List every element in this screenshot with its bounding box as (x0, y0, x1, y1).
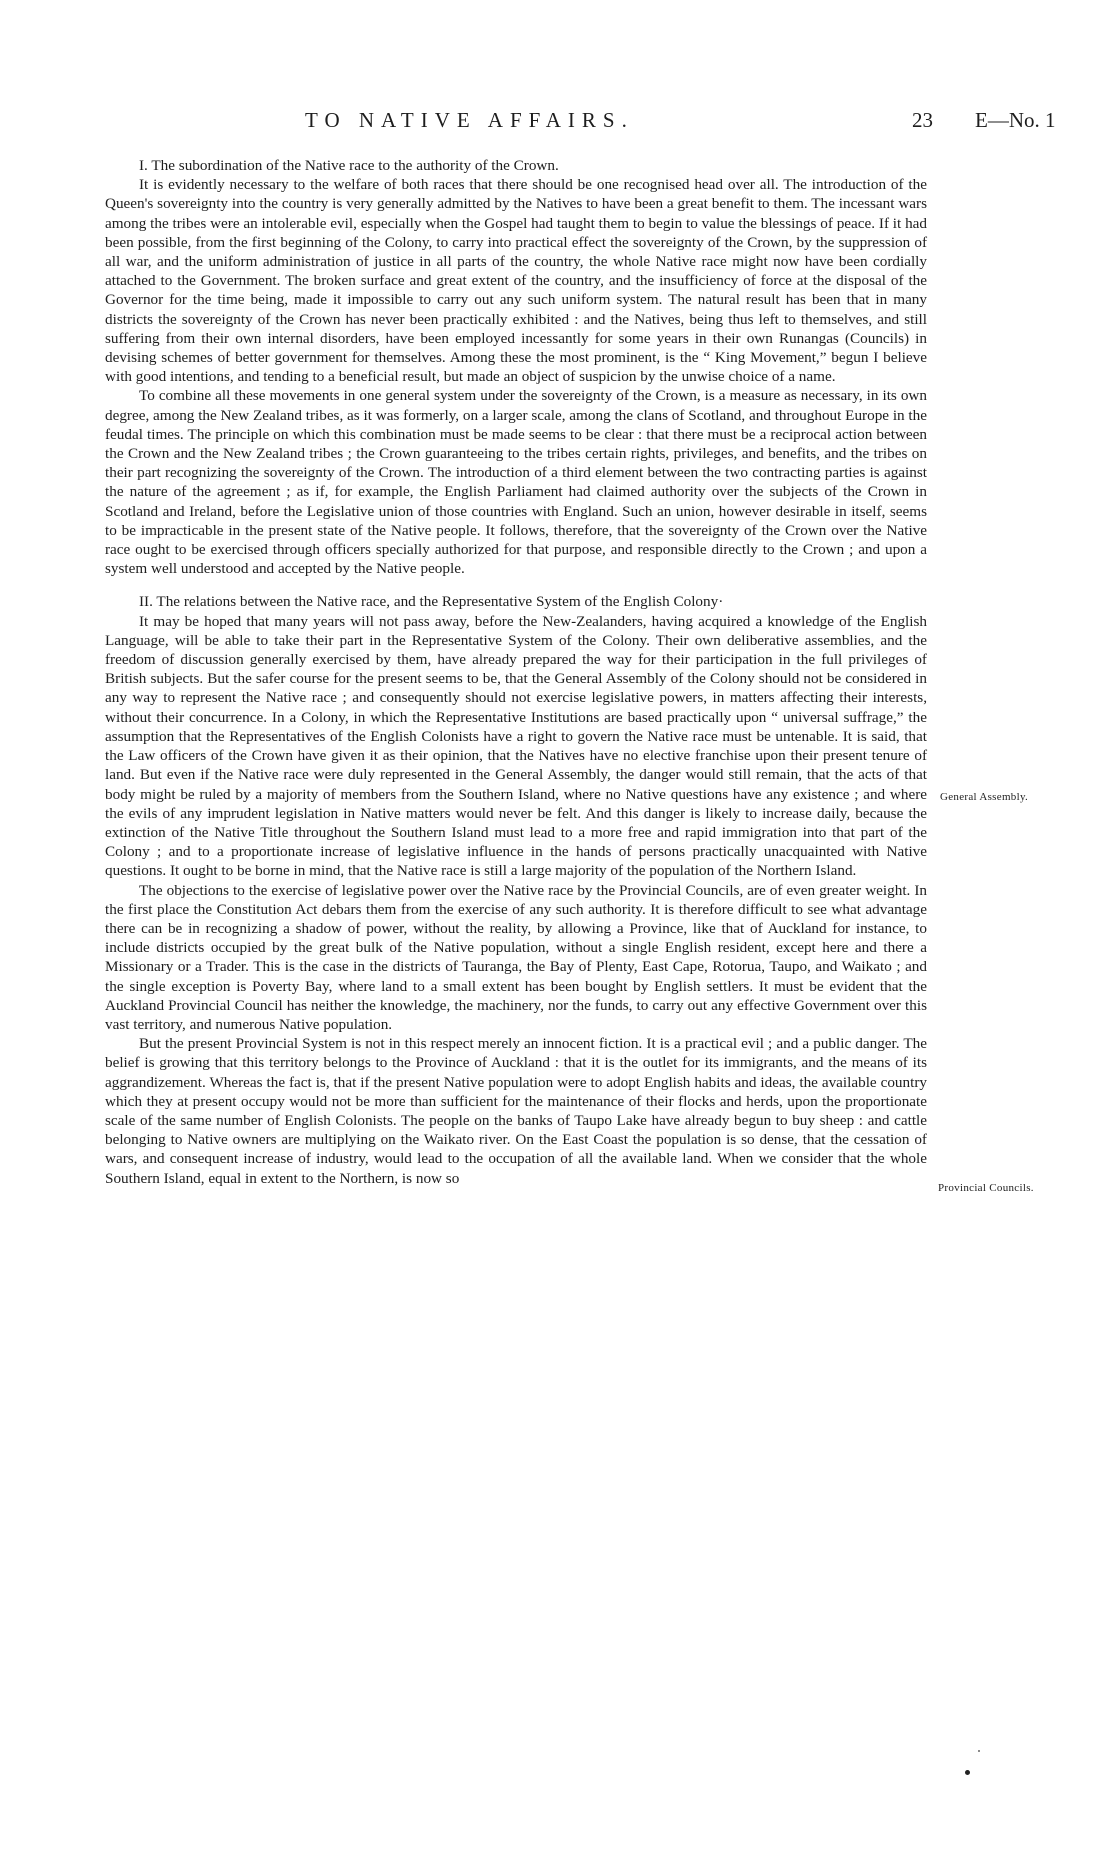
paragraph: The objections to the exercise of legislative power over the Native race by the Provincial Councils, are of even greater weight. In the first place the Constitution Act debars them from the exercise of any such authority. It is therefore difficult to see what advantage there can be in recognizing a shadow of power, without the reality, by allowing a Province, like that of Auckland for instance, to include districts occupied by the great bulk of the Native population, without a single English resident, except here and there a Missionary or a Trader. This is the case in the districts of Tauranga, the Bay of Plenty, East Cape, Rotorua, Taupo, and Waikato ; and the single exception is Poverty Bay, where land to a small extent has been bought by English settlers. It must be evident that the Auckland Provincial Council has neither the knowledge, the machinery, nor the funds, to carry out any effective Government over this vast territory, and numerous Native population. (105, 881, 927, 1033)
body-text (105, 156, 927, 1188)
page-header (0, 108, 1114, 136)
margin-note-general-assembly: General Assembly. (940, 791, 1029, 803)
paragraph: But the present Provincial System is not in this respect merely an innocent fiction. It is a practical evil ; and a public danger. The belief is growing that this territory belongs to the Province of Auckland : that it is the outlet for its immigrants, and the means of its aggrandizement. Whereas the fact is, that if the present Native population were to adopt English habits and ideas, the available country which they at present occupy would not be more than sufficient for the maintenance of their flocks and herds, upon the proportionate scale of the same number of English Colonists. The people on the banks of Taupo Lake have already begun to buy sheep : and cattle belonging to Native owners are multiplying on the Waikato river. On the East Coast the population is so dense, that the cessation of wars, and consequent increase of industry, would lead to the occupation of all the available land. When we consider that the whole Southern Island, equal in extent to the Northern, is now so (105, 1035, 927, 1187)
margin-note-provincial-councils: Provincial Councils. (938, 1182, 1034, 1194)
page-number: 23 (912, 108, 933, 132)
running-title: TO NATIVE AFFAIRS. (305, 108, 634, 132)
document-reference: E—No. 1 (975, 108, 1056, 132)
section-gap (105, 578, 927, 592)
section-heading: I. The subordination of the Native race to the authority of the Crown. (139, 157, 559, 174)
paragraph: To combine all these movements in one general system under the sovereignty of the Crown, is a measure as necessary, in its own degree, among the New Zealand tribes, as it was formerly, on a larger scale, among the clans of Scotland, and throughout Europe in the feudal times. The principle on which this combination must be made seems to be clear : that there must be a reciprocal action between the Crown and the New Zealand tribes ; the Crown guaranteeing to the tribes certain rights, privileges, and benefits, and the tribes on their part recognizing the sovereignty of the Crown. The introduction of a third element between the two contracting parties is against the nature of the agreement ; as if, for example, the English Parliament had claimed authority over the subjects of the Crown in Scotland and Ireland, before the Legislative union of those countries with England. Such an union, however desirable in itself, seems to be impracticable in the present state of the Native people. It follows, therefore, that the sovereignty of the Crown over the Native race ought to be exercised through officers specially authorized for that purpose, and responsible directly to the Crown ; and upon a system well understood and accepted by the Native people. (105, 387, 927, 578)
paragraph: It may be hoped that many years will not pass away, before the New-Zealanders, having acquired a knowledge of the English Language, will be able to take their part in the Representative System of the Colony. Their own deliberative assemblies, and the freedom of discussion generally exercised by them, have already prepared the way for their participation in the full privileges of British subjects. But the safer course for the present seems to be, that the General Assembly of the Colony should not be considered in any way to represent the Native race ; and consequently should not exercise legislative powers, in matters affecting their interests, without their concurrence. In a Colony, in which the Representative Institutions are based practically upon “ universal suffrage,” the assumption that the Representatives of the English Colonists have a right to govern the Native race must be untenable. It is said, that the Law officers of the Crown have given it as their opinion, that the Natives have no elective franchise upon their present tenure of land. But even if the Native race were duly represented in the General Assembly, the danger would still remain, that the acts of that body might be ruled by a majority of members from the Southern Island, where no Native questions have any existence ; and where the evils of any imprudent legislation in Native matters would never be felt. And this danger is likely to increase daily, because the extinction of the Native Title throughout the Southern Island must lead to a more free and rapid immigration into that part of the Colony ; and to a proportionate increase of legislative influence in the hands of persons practically unacquainted with Native questions. It ought to be borne in mind, that the Native race is still a large majority of the population of the Northern Island. (105, 612, 927, 880)
paragraph: It is evidently necessary to the welfare of both races that there should be one recognised head over all. The introduction of the Queen's sovereignty into the country is very generally admitted by the Natives to have been a great benefit to them. The incessant wars among the tribes were an intolerable evil, especially when the Gospel had taught them to begin to value the blessings of peace. If it had been possible, from the first beginning of the Colony, to carry into practical effect the sovereignty of the Crown, by the suppression of all war, and the uniform administration of justice in all parts of the country, the whole Native race might now have been cordially attached to the Government. The broken surface and great extent of the country, and the insufficiency of force at the disposal of the Governor for the time being, made it impossible to carry out any such uniform system. The natural result has been that in many districts the sovereignty of the Crown has never been practically exhibited : and the Natives, being thus left to themselves, and still suffering from their own internal disorders, have been employed incessantly for some years in their own Runangas (Councils) in devising schemes of better government for themselves. Among these the most prominent, is the “ King Movement,” begun I believe with good intentions, and tending to a beneficial result, but made an object of suspicion by the unwise choice of a name. (105, 176, 927, 386)
ink-dot (965, 1770, 970, 1775)
section-heading: II. The relations between the Native race, and the Representative System of the English Colony· (139, 593, 724, 611)
speck-mark (978, 1750, 980, 1752)
